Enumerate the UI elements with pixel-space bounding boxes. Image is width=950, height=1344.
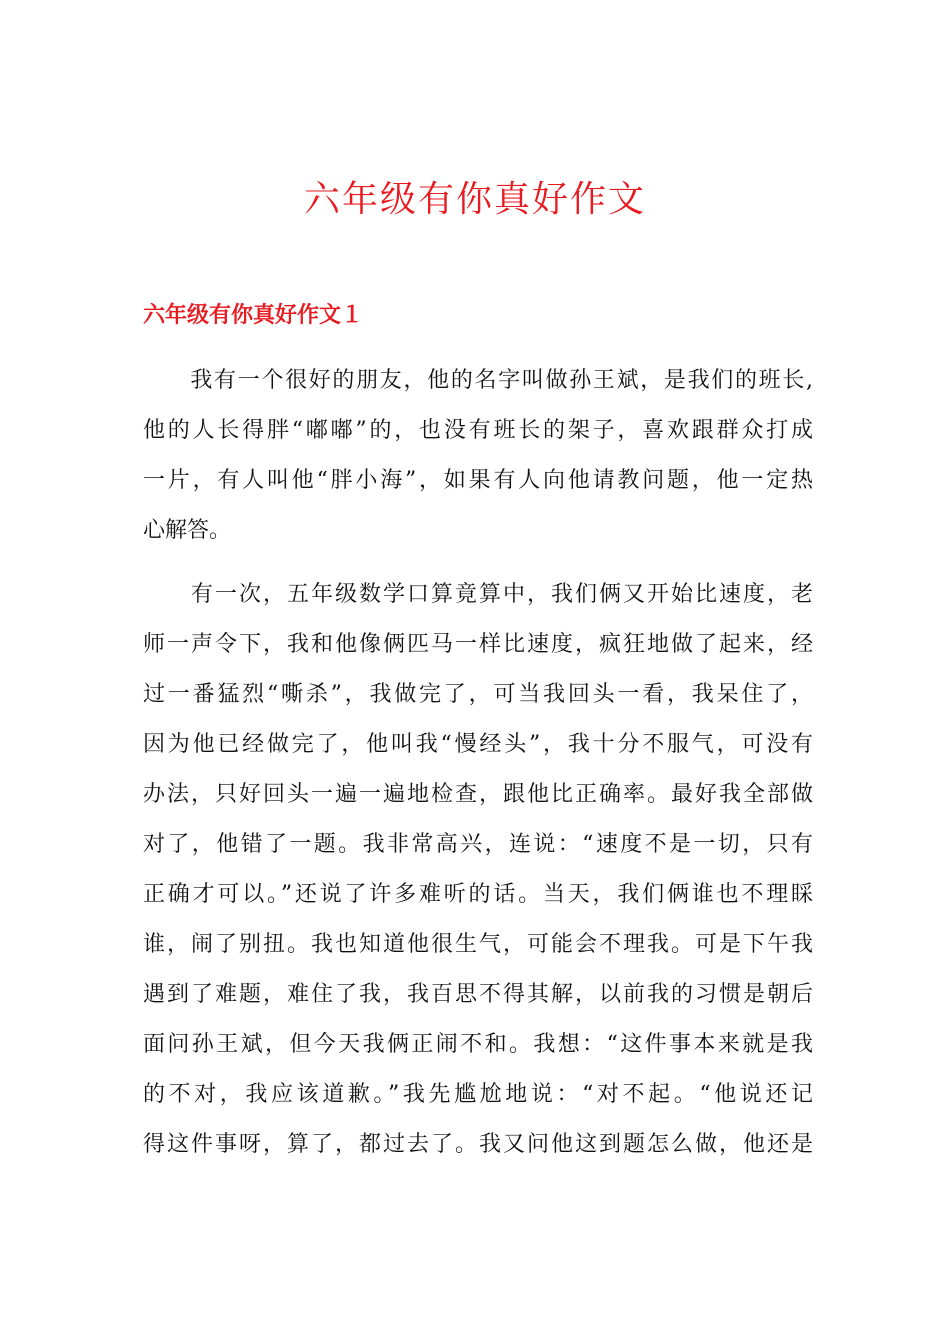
text-line: 得这件事呀，算了，都过去了。我又问他这到题怎么做，他还是 bbox=[143, 1132, 813, 1157]
text-line: 过一番猛烈“嘶杀”，我做完了，可当我回头一看，我呆住了， bbox=[143, 682, 813, 707]
text-line: 他的人长得胖“嘟嘟”的，也没有班长的架子，喜欢跟群众打成 bbox=[143, 418, 813, 443]
text-line: 心解答。 bbox=[143, 518, 232, 543]
text-line: 有一次，五年级数学口算竟算中，我们俩又开始比速度，老 bbox=[143, 582, 813, 607]
text-line: 一片，有人叫他“胖小海”，如果有人向他请教问题，他一定热 bbox=[143, 468, 813, 493]
paragraph-2 bbox=[143, 570, 813, 1170]
text-line: 师一声令下，我和他像俩匹马一样比速度，疯狂地做了起来，经 bbox=[143, 632, 813, 657]
text-line: 谁，闹了别扭。我也知道他很生气，可能会不理我。可是下午我 bbox=[143, 932, 813, 957]
text-line: 面问孙王斌，但今天我俩正闹不和。我想：“这件事本来就是我 bbox=[143, 1032, 813, 1057]
text-line: 遇到了难题，难住了我，我百思不得其解，以前我的习惯是朝后 bbox=[143, 982, 813, 1007]
text-line: 的不对，我应该道歉。”我先尴尬地说：“对不起。“他说还记 bbox=[143, 1082, 813, 1107]
text-line: 办法，只好回头一遍一遍地检查，跟他比正确率。最好我全部做 bbox=[143, 782, 813, 807]
text-line: 因为他已经做完了，他叫我“慢经头”，我十分不服气，可没有 bbox=[143, 732, 813, 757]
text-line: 对了，他错了一题。我非常高兴，连说：“速度不是一切，只有 bbox=[143, 832, 813, 857]
paragraph-1 bbox=[143, 356, 813, 556]
section-heading: 六年级有你真好作文１ bbox=[143, 303, 364, 328]
page-title: 六年级有你真好作文 bbox=[303, 179, 646, 220]
text-line: 正确才可以。”还说了许多难听的话。当天，我们俩谁也不理睬 bbox=[143, 882, 813, 907]
text-line: 我有一个很好的朋友，他的名字叫做孙王斌，是我们的班长, bbox=[143, 368, 813, 393]
